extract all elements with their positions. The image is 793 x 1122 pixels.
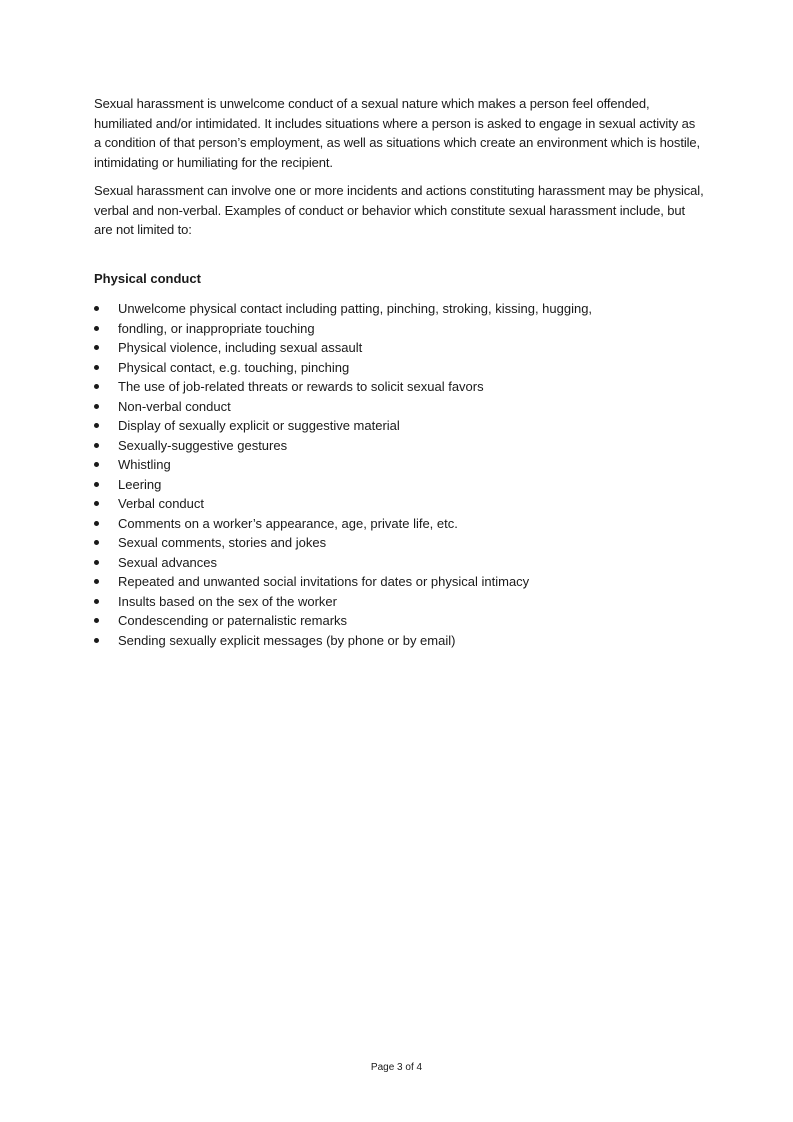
list-item-text: Repeated and unwanted social invitations for dates or physical intimacy	[118, 574, 530, 589]
list-item	[94, 377, 704, 397]
list-item	[94, 319, 704, 339]
list-item-text: fondling, or inappropriate touching	[118, 320, 315, 336]
list-item-text: Leering	[118, 476, 162, 492]
list-item-text: Sexual comments, stories and jokes	[118, 535, 327, 550]
list-item	[94, 631, 704, 651]
bullet-icon	[94, 521, 99, 526]
list-item-text: Comments on a worker’s appearance, age, private life, etc.	[118, 515, 458, 531]
bullet-icon	[94, 540, 99, 545]
section-heading-physical-conduct: Physical conduct	[94, 270, 201, 286]
list-item	[94, 475, 704, 495]
bullet-icon	[94, 482, 99, 487]
bullet-icon	[94, 462, 99, 467]
list-item	[94, 494, 704, 514]
list-item-text: Display of sexually explicit or suggestive material	[118, 418, 400, 433]
bullet-icon	[94, 501, 99, 506]
bullet-icon	[94, 365, 99, 370]
list-item-text: Whistling	[118, 457, 171, 472]
bullet-icon	[94, 599, 99, 604]
bullet-icon	[94, 404, 99, 409]
list-item-text: Sexual advances	[118, 554, 218, 570]
bullet-icon	[94, 638, 99, 643]
bullet-icon	[94, 618, 99, 623]
list-item-text: Insults based on the sex of the worker	[118, 593, 337, 609]
list-item-text: Unwelcome physical contact including patting, pinching, stroking, kissing, hugging,	[118, 301, 593, 316]
bullet-icon	[94, 443, 99, 448]
list-item-text: Verbal conduct	[118, 496, 205, 511]
list-item	[94, 572, 704, 592]
page-number-footer: Page 3 of 4	[370, 1062, 423, 1073]
bullet-icon	[94, 326, 99, 331]
bullet-icon	[94, 345, 99, 350]
paragraph-examples-intro: Sexual harassment can involve one or more incidents and actions constituting harassment may be physical, verbal and non-verbal. Examples of conduct or behavior which constitute sexual harassment include, but are not limited to:	[94, 183, 704, 237]
conduct-bullet-list	[94, 299, 704, 650]
bullet-icon	[94, 579, 99, 584]
list-item	[94, 514, 704, 534]
list-item	[94, 611, 704, 631]
list-item	[94, 358, 704, 378]
list-item	[94, 533, 704, 553]
list-item-text: Physical contact, e.g. touching, pinching	[118, 359, 350, 375]
bullet-icon	[94, 560, 99, 565]
list-item-text: The use of job-related threats or rewards to solicit sexual favors	[118, 379, 484, 394]
list-item-text: Condescending or paternalistic remarks	[118, 613, 348, 628]
paragraph-definition: Sexual harassment is unwelcome conduct of a sexual nature which makes a person feel offended, humiliated and/or intimidated. It includes situations where a person is asked to engage in sexual activity as a condition of that person’s employment, as well as situations which create an environment which is hostile, intimidating or humiliating for the recipient.	[94, 96, 701, 170]
list-item-text: Sending sexually explicit messages (by phone or by email)	[118, 632, 456, 648]
page-content	[94, 94, 704, 650]
bullet-icon	[94, 384, 99, 389]
bullet-icon	[94, 423, 99, 428]
list-item	[94, 553, 704, 573]
bullet-icon	[94, 306, 99, 311]
list-item	[94, 397, 704, 417]
list-item-text: Sexually-suggestive gestures	[118, 437, 288, 453]
list-item	[94, 299, 704, 319]
list-item	[94, 338, 704, 358]
list-item	[94, 416, 704, 436]
list-item	[94, 455, 704, 475]
list-item-text: Non-verbal conduct	[118, 398, 231, 414]
list-item	[94, 592, 704, 612]
list-item	[94, 436, 704, 456]
list-item-text: Physical violence, including sexual assault	[118, 340, 363, 355]
